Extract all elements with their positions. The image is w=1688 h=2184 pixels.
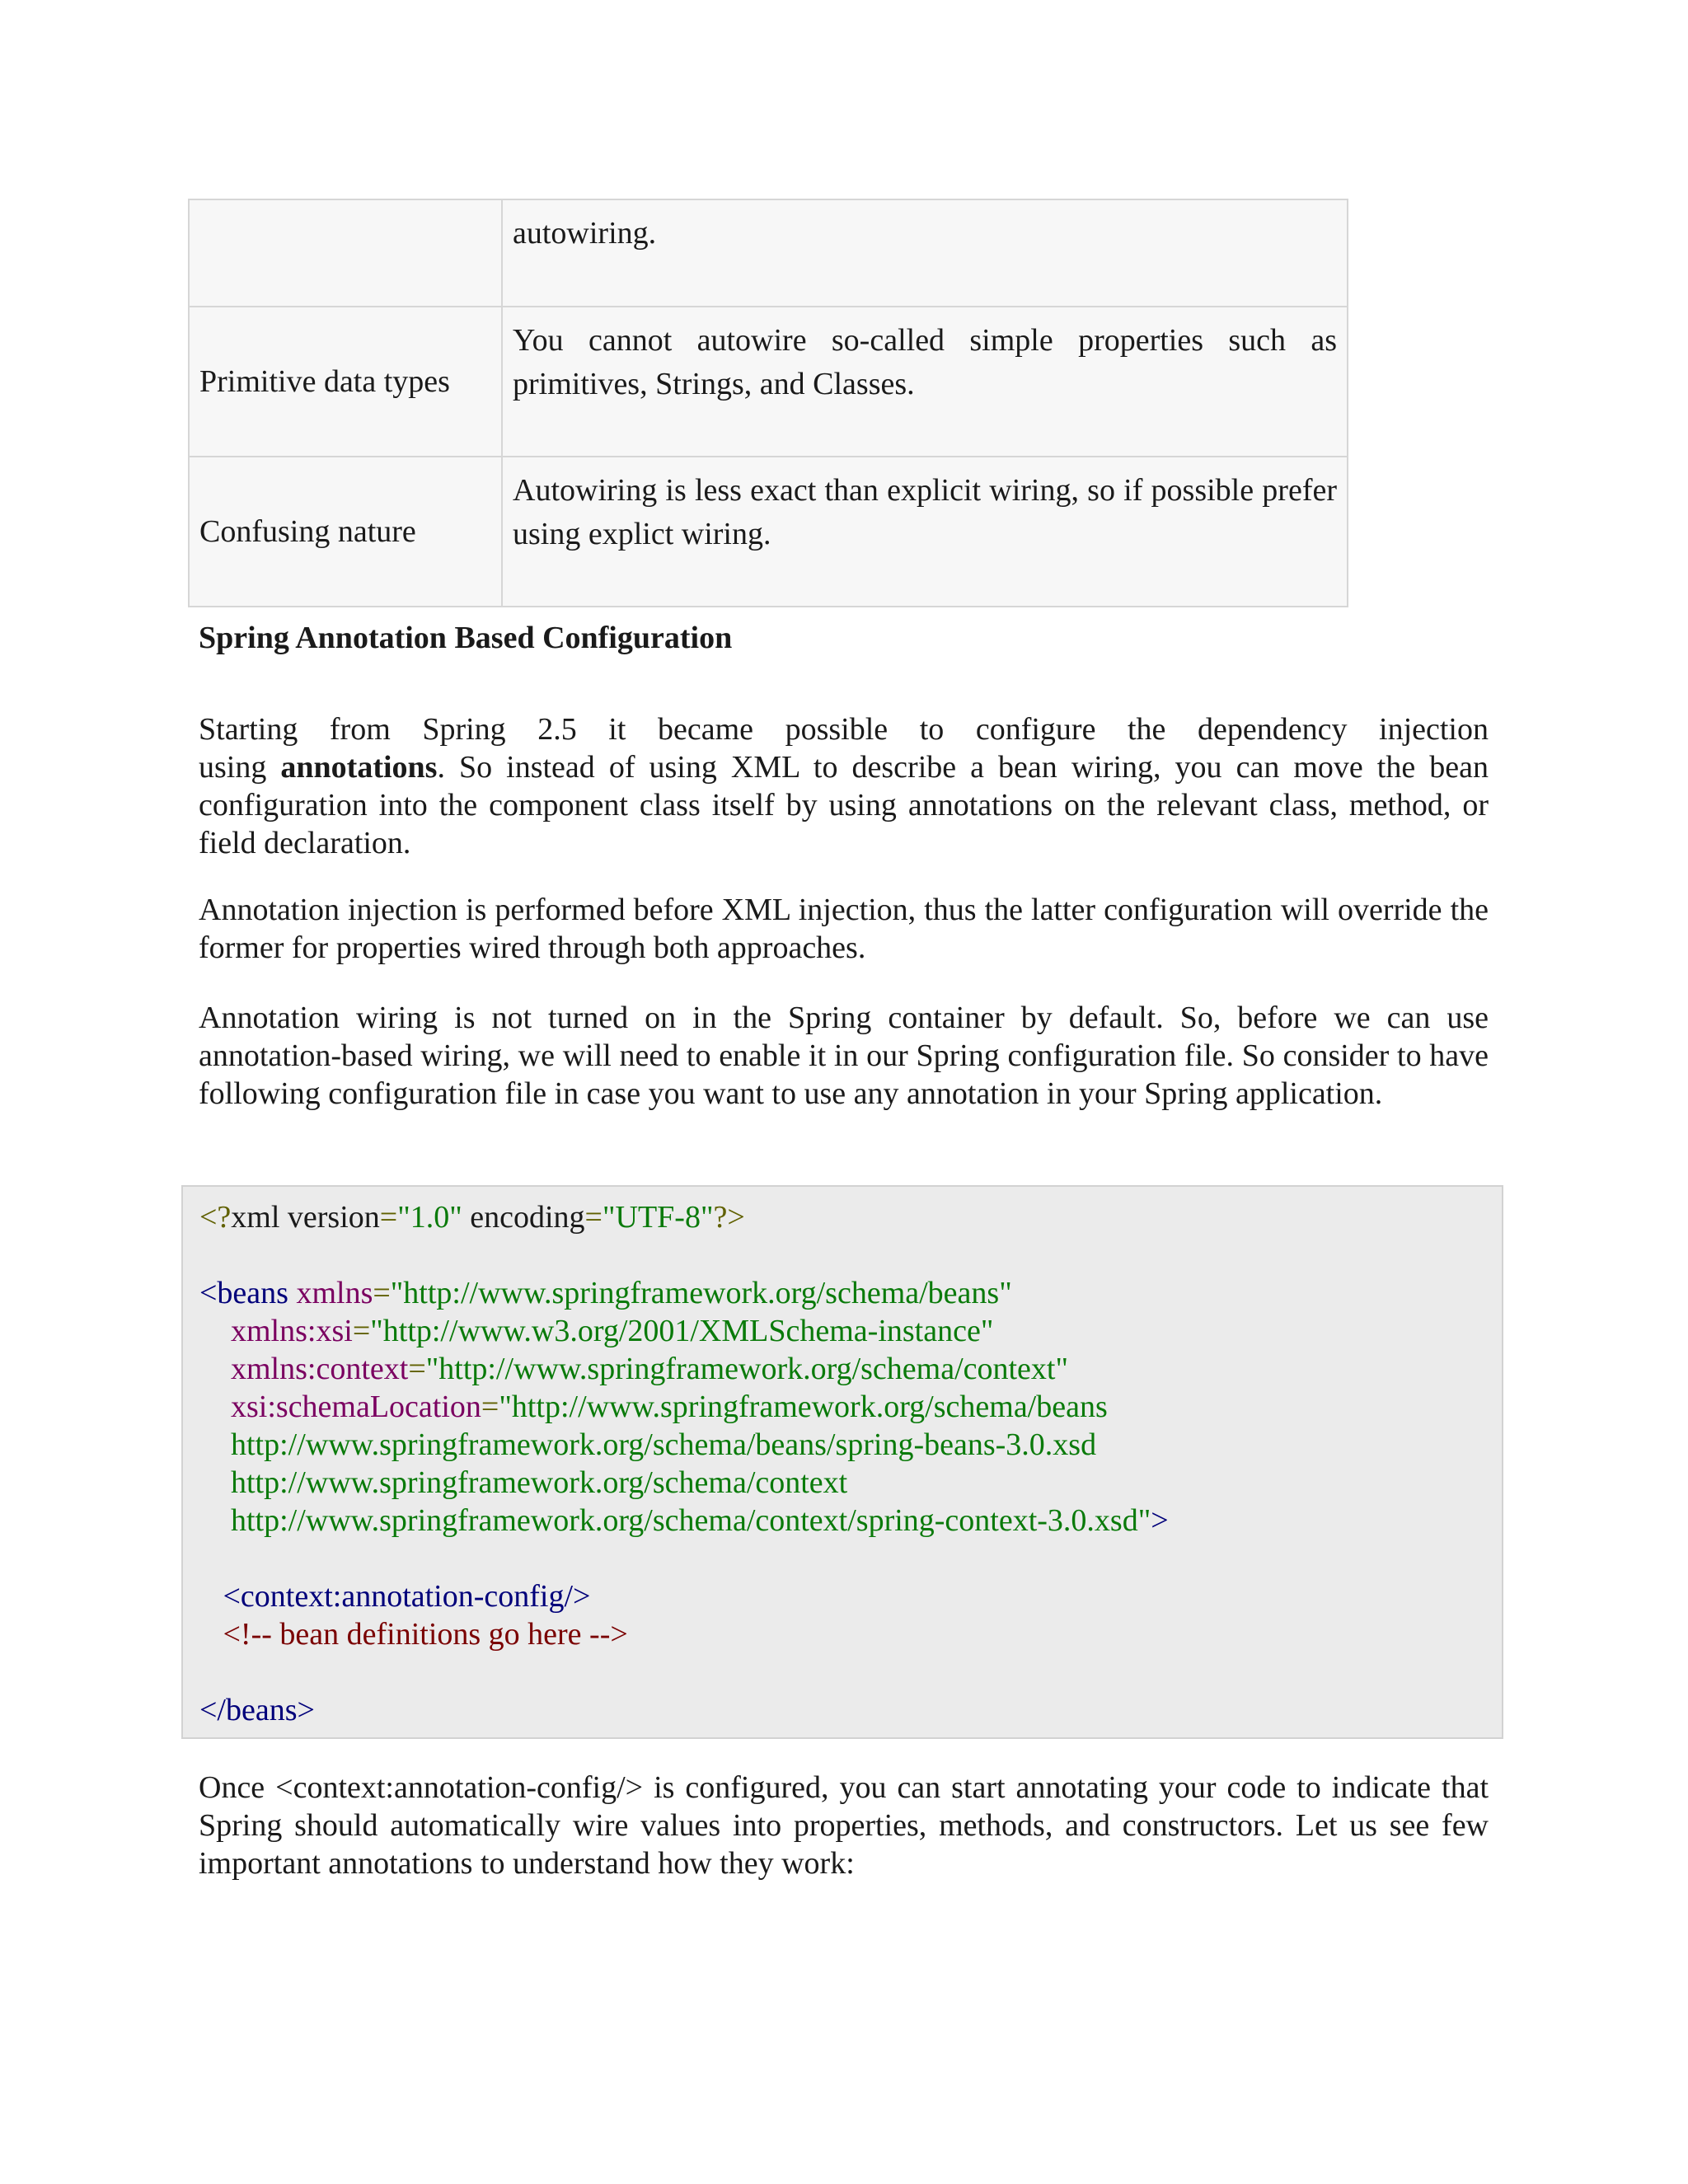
code-line xyxy=(199,1274,1502,1312)
intro-first-line: Starting from Spring 2.5 it became possible to configure the dependency injection xyxy=(199,712,1489,747)
code-token: xmlns xyxy=(288,1276,373,1310)
code-token: xmlns:context xyxy=(199,1352,409,1386)
code-line xyxy=(199,1388,1502,1426)
code-line xyxy=(199,1464,1502,1502)
code-token: xsi:schemaLocation xyxy=(199,1390,481,1424)
code-token: encoding xyxy=(462,1200,585,1235)
code-comment: <!-- bean definitions go here --> xyxy=(199,1617,628,1652)
code-token: <? xyxy=(199,1200,232,1235)
code-token: "http://www.springframework.org/schema/beans" xyxy=(390,1276,1012,1310)
code-line xyxy=(199,1615,1502,1653)
code-token: "http://www.springframework.org/schema/beans xyxy=(499,1390,1108,1424)
code-line xyxy=(199,1502,1502,1540)
code-token: "http://www.springframework.org/schema/context" xyxy=(425,1352,1068,1386)
table-row xyxy=(189,199,1348,307)
injection-order-paragraph: Annotation injection is performed before XML injection, thus the latter configuration will override the former for properties wired through both approaches. xyxy=(199,893,1489,965)
table-cell-description: You cannot autowire so-called simple properties such as primitives, Strings, and Classes. xyxy=(502,307,1348,457)
table-row xyxy=(189,307,1348,457)
code-token: </beans> xyxy=(199,1693,315,1727)
table-cell-description: Autowiring is less exact than explicit wiring, so if possible prefer using explict wiring. xyxy=(502,457,1348,607)
code-token: = xyxy=(408,1352,426,1386)
code-token: > xyxy=(1151,1503,1169,1538)
code-token: = xyxy=(373,1276,391,1310)
code-token: = xyxy=(379,1200,398,1235)
code-token: = xyxy=(584,1200,603,1235)
table-cell-label: Primitive data types xyxy=(189,307,502,457)
code-token: <beans xyxy=(199,1276,288,1310)
table-cell-description: autowiring. xyxy=(502,199,1348,307)
code-line xyxy=(199,1312,1502,1350)
code-token: "UTF-8" xyxy=(602,1200,714,1235)
table-row xyxy=(189,457,1348,607)
code-line xyxy=(199,1426,1502,1464)
code-line xyxy=(199,1577,1502,1615)
enable-annotation-paragraph: Annotation wiring is not turned on in the Spring container by default. So, before we can use annotation-based wiring, we will need to enable it in our Spring configuration file. So consider to have following configuration file in case you want to use any annotation in your Spring application. xyxy=(199,1001,1489,1111)
code-line xyxy=(199,1350,1502,1388)
table-cell-label: Confusing nature xyxy=(189,457,502,607)
code-token: "http://www.w3.org/2001/XMLSchema-instance" xyxy=(370,1314,994,1348)
code-token: http://www.springframework.org/schema/context/spring-context-3.0.xsd" xyxy=(199,1503,1151,1538)
closing-paragraph: Once <context:annotation-config/> is configured, you can start annotating your code to indicate that Spring should automatically wire values into properties, methods, and constructors. Let us see few important annotations to understand how they work: xyxy=(199,1770,1489,1881)
code-line-blank xyxy=(199,1653,1502,1691)
code-token: = xyxy=(352,1314,371,1348)
code-line xyxy=(199,1691,1502,1729)
autowiring-limitations-table xyxy=(188,199,1348,607)
intro-using-text: using xyxy=(199,750,281,785)
table-cell-label xyxy=(189,199,502,307)
code-token: xml version xyxy=(231,1200,380,1235)
code-line xyxy=(199,1198,1502,1236)
section-heading: Spring Annotation Based Configuration xyxy=(199,621,733,655)
intro-paragraph xyxy=(199,710,1489,862)
code-token: "1.0" xyxy=(397,1200,462,1235)
intro-rest-text: . So instead of using XML to describe a bean wiring, you can move the bean configuration into the component class itself by using annotations on the relevant class, method, or field declaration. xyxy=(199,750,1489,860)
code-token: = xyxy=(481,1390,499,1424)
code-token: <context:annotation-config/> xyxy=(199,1579,591,1614)
code-token: http://www.springframework.org/schema/beans/spring-beans-3.0.xsd xyxy=(199,1427,1097,1462)
code-token: http://www.springframework.org/schema/context xyxy=(199,1465,848,1500)
code-token: xmlns:xsi xyxy=(199,1314,353,1348)
xml-code-block xyxy=(181,1185,1503,1739)
code-line-blank xyxy=(199,1540,1502,1577)
code-token: ?> xyxy=(713,1200,745,1235)
annotations-bold-term: annotations xyxy=(280,750,438,785)
code-line-blank xyxy=(199,1236,1502,1274)
